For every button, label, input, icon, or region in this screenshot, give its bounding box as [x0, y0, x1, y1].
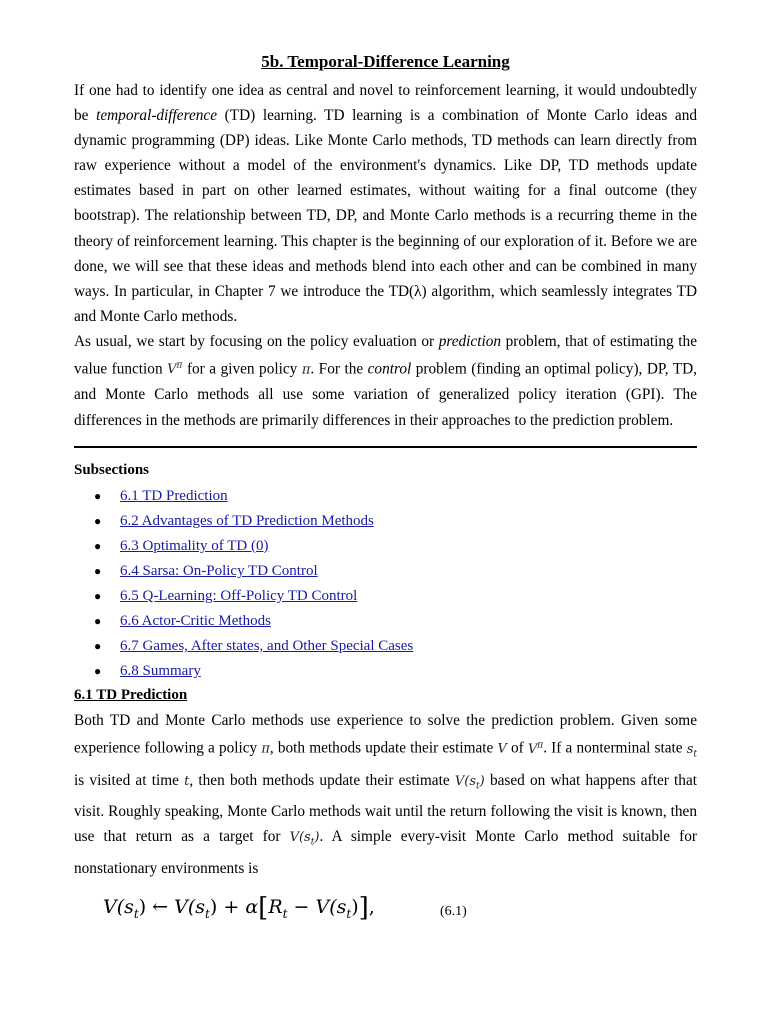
list-item	[74, 659, 697, 684]
intro-paragraph-1: If one had to identify one idea as central and novel to reinforcement learning, it would undoubtedly be temporal-difference (TD) learning. TD learning is a combination of Monte Carlo ideas and dynamic programming (DP) ideas. Like Monte Carlo methods, TD methods can learn directly from raw experience without a model of the environment's dynamics. Like DP, TD methods update estimates based in part on other learned estimates, without waiting for a final outcome (they bootstrap). The relationship between TD, DP, and Monte Carlo methods is a recurring theme in the theory of reinforcement learning. This chapter is the beginning of our exploration of it. Before we are done, we will see that these ideas and methods blend into each other and can be combined in many ways. In particular, in Chapter 7 we introduce the TD(λ) algorithm, which seamlessly integrates TD and Monte Carlo methods.	[74, 82, 697, 325]
link-6-1-td-prediction[interactable]: 6.1 TD Prediction	[120, 487, 228, 504]
link-6-8-summary[interactable]: 6.8 Summary	[120, 663, 201, 680]
link-6-2-advantages[interactable]: 6.2 Advantages of TD Prediction Methods	[120, 512, 374, 529]
equation-6-1: $V(s_t)$ ← $V(s_t) + \alpha[R_t - V(s_t)]$,	[103, 893, 375, 923]
link-6-6-actor-critic[interactable]: 6.6 Actor-Critic Methods	[120, 613, 271, 630]
link-6-5-q-learning[interactable]: 6.5 Q-Learning: Off-Policy TD Control	[120, 588, 358, 605]
page-title: 5b. Temporal-Difference Learning	[261, 52, 510, 71]
emphasis-prediction: prediction	[438, 332, 502, 350]
math-pi: π	[261, 741, 270, 757]
bullet-icon: ●	[94, 563, 102, 578]
arrow-icon: ←	[152, 896, 169, 918]
list-item	[74, 484, 697, 509]
bullet-icon: ●	[94, 614, 102, 629]
bullet-icon: ●	[94, 639, 102, 654]
intro-paragraph-2: As usual, we start by focusing on the policy evaluation or prediction problem, that of estimating the value function $V^\pi$ for a given policy π. For the control problem (finding an optimal policy), DP, TD, and Monte Carlo methods all use some variation of generalized policy iteration (GPI). The differences in the methods are primarily differences in their approaches to the prediction problem.	[74, 332, 697, 429]
equation-number: (6.1)	[440, 904, 467, 919]
document-page	[74, 50, 697, 881]
math-s-t: $s_t$	[686, 741, 698, 760]
list-item	[74, 509, 697, 534]
bullet-icon: ●	[94, 513, 102, 528]
list-item	[74, 584, 697, 609]
bullet-icon: ●	[94, 488, 102, 503]
subsections-heading: Subsections	[74, 461, 150, 478]
math-t: t	[184, 773, 190, 789]
section-paragraph: Both TD and Monte Carlo methods use experience to solve the prediction problem. Given some experience following a policy π, both methods update their estimate V of $V^\pi$. If a nonterminal state $s_t$ is visited at time t, then both methods update their estimate $V(s_t)$ based on what happens after that visit. Roughly speaking, Monte Carlo methods wait until the return following the visit is known, then use that return as a target for $V(s_t)$. A simple every-visit Monte Carlo method suitable for nonstationary environments is	[74, 712, 698, 877]
horizontal-divider	[74, 446, 697, 448]
math-pi: π	[301, 362, 311, 378]
link-6-4-sarsa[interactable]: 6.4 Sarsa: On-Policy TD Control	[120, 562, 318, 579]
math-v-pi: $V^\pi$	[167, 361, 183, 378]
subsections-list	[74, 484, 697, 685]
section-heading-td-prediction: 6.1 TD Prediction	[74, 687, 188, 704]
link-6-3-optimality[interactable]: 6.3 Optimality of TD (0)	[120, 537, 269, 554]
list-item	[74, 609, 697, 634]
link-6-7-games[interactable]: 6.7 Games, After states, and Other Special Cases	[120, 638, 414, 655]
math-v-s-t: $V(s_t)$	[454, 773, 485, 792]
list-item	[74, 534, 697, 559]
list-item	[74, 634, 697, 659]
bullet-icon: ●	[94, 538, 102, 553]
bullet-icon: ●	[94, 589, 102, 604]
list-item	[74, 559, 697, 584]
math-v-s-t: $V(s_t)$	[289, 830, 320, 848]
bullet-icon: ●	[94, 664, 102, 679]
math-v: V	[497, 741, 507, 757]
emphasis-control: control	[367, 360, 412, 378]
math-v-pi: $V^\pi$	[527, 740, 544, 757]
emphasis-temporal-difference: temporal-difference	[96, 107, 217, 125]
